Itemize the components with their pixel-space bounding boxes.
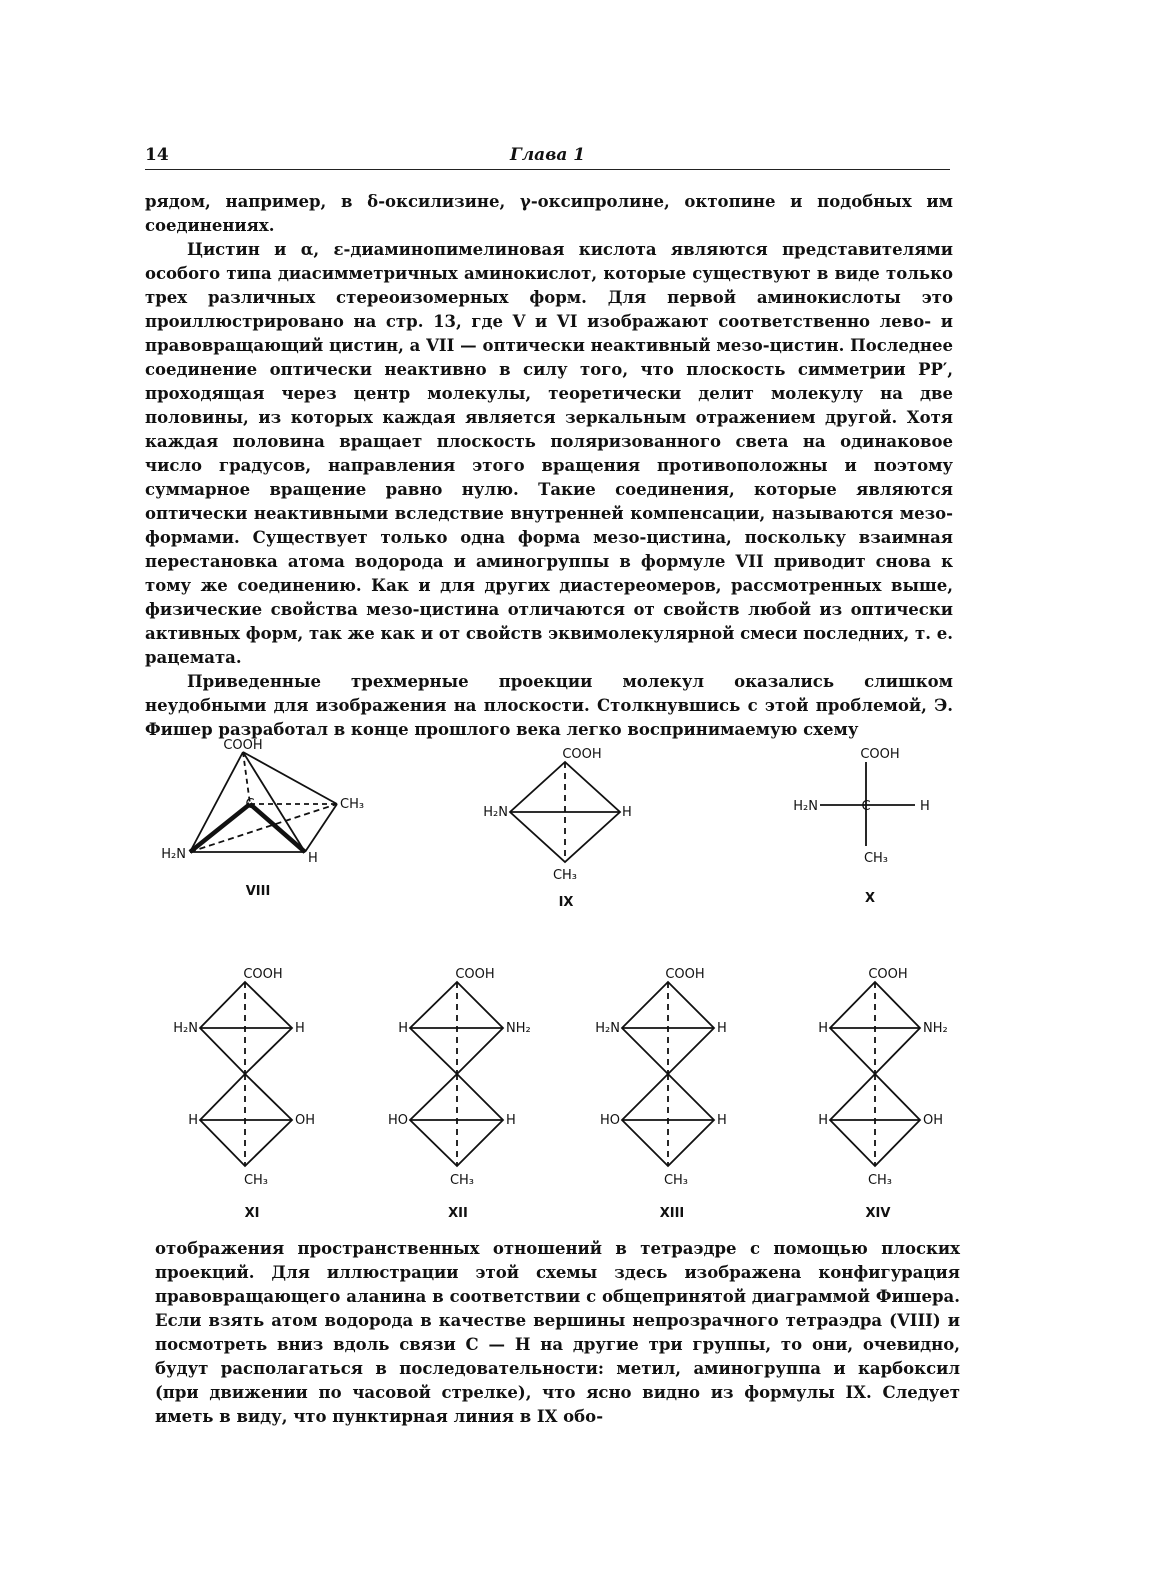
group-label: CH₃ [863, 851, 889, 866]
figure-xi-double-diamond [200, 982, 292, 1166]
group-label: CH₃ [663, 1173, 689, 1188]
group-label: H [818, 1021, 828, 1036]
group-label: H [308, 851, 318, 866]
group-label: COOH [243, 967, 283, 982]
figure-number: XI [244, 1206, 260, 1221]
group-label: NH₂ [506, 1021, 531, 1036]
group-label: H [188, 1113, 198, 1128]
group-label: HO [599, 1113, 620, 1128]
body-text-top [145, 190, 953, 742]
atom-label: C [861, 799, 871, 814]
tetra-edge [243, 752, 337, 804]
group-label: CH₃ [243, 1173, 269, 1188]
body-text-bottom [155, 1237, 960, 1429]
figure-number: VIII [245, 884, 271, 899]
running-title: Глава 1 [510, 145, 586, 165]
group-label: H [920, 799, 930, 814]
figure-number: X [864, 891, 876, 906]
figure-number: XIII [659, 1206, 685, 1221]
figures-area [0, 730, 1163, 1230]
group-label: CH₃ [340, 797, 365, 812]
atom-label: C [245, 797, 255, 812]
group-label: CH₃ [552, 868, 578, 883]
group-label: COOH [562, 747, 602, 762]
group-label: NH₂ [923, 1021, 948, 1036]
page-header [145, 145, 950, 170]
group-label: H [818, 1113, 828, 1128]
figure-number: XII [448, 1206, 468, 1221]
group-label: H [295, 1021, 305, 1036]
paragraph: отображения пространственных отношений в тетраэдре с помощью плоских проекций. Для иллюстрации этой схемы здесь изображена конфигурация правовращающего аланина в соответствии с общепринятой диаграммой Фишера. Если взять атом водорода в качестве вершины непрозрачного тетраэдра (VIII) и посмотреть вниз вдоль связи C — H на другие три группы, то они, очевидно, будут располагаться в последовательности: метил, аминогруппа и карбоксил (при движении по часовой стрелке), что ясно видно из формулы IX. Следует иметь в виду, что пунктирная линия в IX обо- [155, 1239, 960, 1426]
figure-number: XIV [865, 1206, 891, 1221]
group-label: COOH [455, 967, 495, 982]
page-number: 14 [145, 145, 169, 165]
group-label: OH [295, 1113, 316, 1128]
tetra-edge [190, 752, 243, 852]
paragraph: Приведенные трехмерные проекции молекул оказались слишком неудобными для изображения на плоскости. Столкнувшись с этой проблемой, Э. Фишер разработал в конце прошлого века легко воспринимаемую схему [145, 672, 953, 739]
group-label: H₂N [161, 847, 186, 862]
figure-xiv-double-diamond [830, 982, 920, 1166]
figure-ix-diamond [510, 762, 620, 862]
figure-number: IX [558, 895, 574, 910]
group-label: CH₃ [867, 1173, 893, 1188]
group-label: COOH [860, 747, 900, 762]
group-label: H [717, 1021, 727, 1036]
group-label: OH [923, 1113, 944, 1128]
bond-wedge [250, 804, 305, 852]
group-label: H₂N [595, 1021, 620, 1036]
bond-wedge [190, 804, 250, 852]
tetra-edge [305, 804, 337, 852]
group-label: H [717, 1113, 727, 1128]
group-label: CH₃ [449, 1173, 475, 1188]
stereo-projection-figures [0, 730, 1163, 1230]
figure-xiii-double-diamond [622, 982, 714, 1166]
group-label: H [622, 805, 632, 820]
group-label: HO [387, 1113, 408, 1128]
group-label: H₂N [793, 799, 818, 814]
figure-xii-double-diamond [410, 982, 503, 1166]
group-label: H [398, 1021, 408, 1036]
group-label: COOH [665, 967, 705, 982]
group-label: COOH [223, 738, 263, 753]
paragraph: рядом, например, в δ-оксилизине, γ-оксипролине, октопине и подобных им соединениях. [145, 192, 953, 235]
paragraph: Цистин и α, ε-диаминопимелиновая кислота являются представителями особого типа диасимметричных аминокислот, которые существуют в виде только трех различных стереоизомерных форм. Для первой аминокислоты это проиллюстрировано на стр. 13, где V и VI изображают соответственно лево- и правовращающий цистин, а VII — оптически неактивный мезо-цистин. Последнее соединение оптически неактивно в силу того, что плоскость симметрии PP′, проходящая через центр молекулы, теоретически делит молекулу на две половины, из которых каждая является зеркальным отражением другой. Хотя каждая половина вращает плоскость поляризованного света на одинаковое число градусов, направления этого вращения противоположны и поэтому суммарное вращение равно нулю. Такие соединения, которые являются оптически неактивными вследствие внутренней компенсации, называются мезо-формами. Существует только одна форма мезо-цистина, поскольку взаимная перестановка атома водорода и аминогруппы в формуле VII приводит снова к тому же соединению. Как и для других диастереомеров, рассмотренных выше, физические свойства мезо-цистина отличаются от свойств любой из оптически активных форм, так же как и от свойств эквимолекулярной смеси последних, т. е. рацемата. [145, 240, 953, 667]
group-label: COOH [868, 967, 908, 982]
group-label: H [506, 1113, 516, 1128]
figure-viii-tetrahedron [190, 752, 337, 852]
group-label: H₂N [173, 1021, 198, 1036]
group-label: H₂N [483, 805, 508, 820]
